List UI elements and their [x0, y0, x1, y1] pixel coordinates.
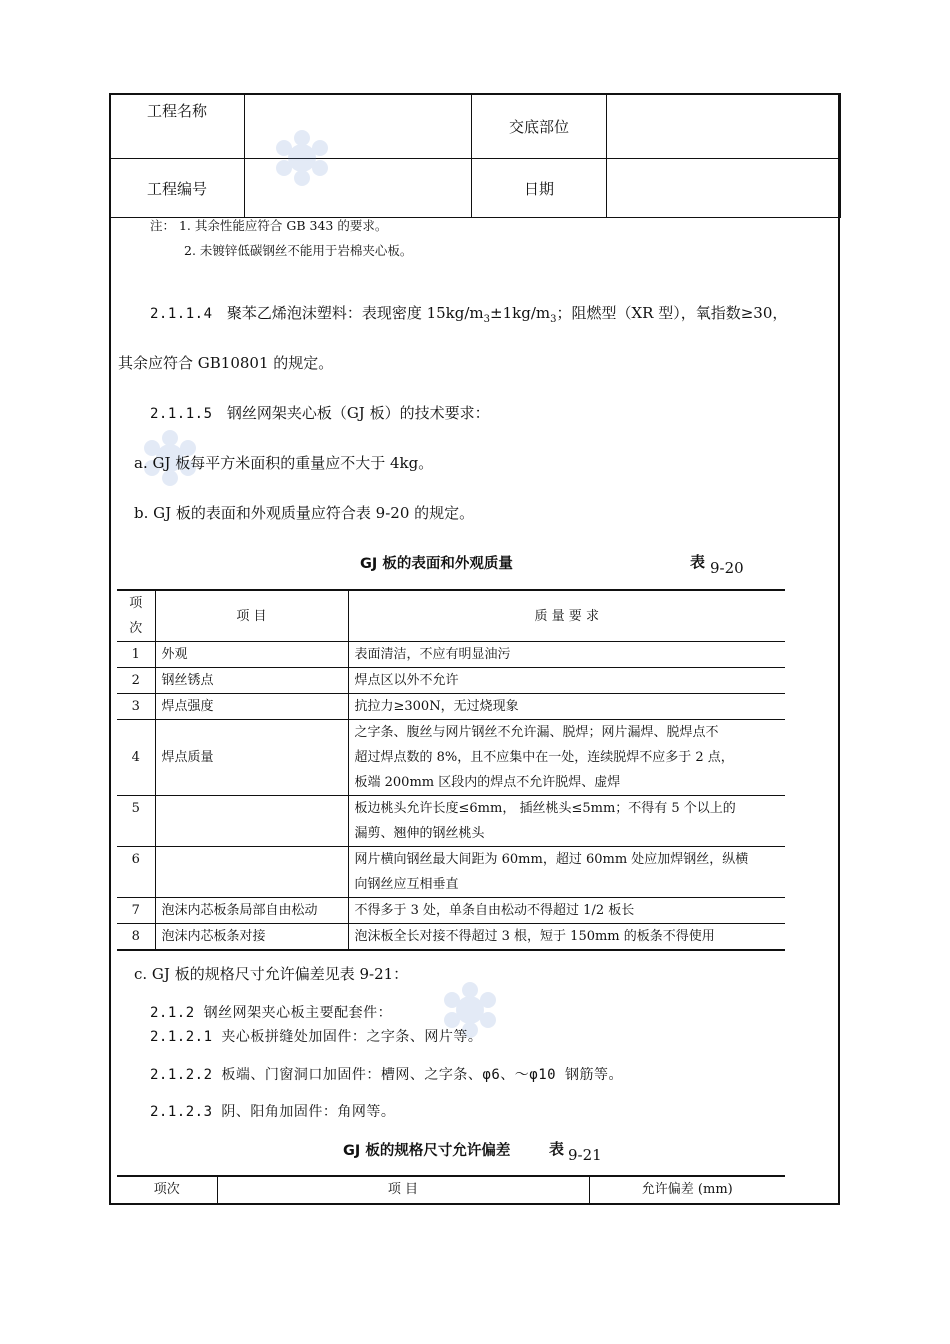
section-2115	[150, 402, 490, 423]
row-item: 钢丝锈点	[155, 668, 348, 694]
subscript: 3	[550, 314, 557, 325]
row-item	[155, 796, 348, 847]
section-2122: 2.1.2.2 板端、门窗洞口加固件：槽网、之字条、φ6、～φ10 钢筋等。	[150, 1067, 624, 1083]
requirement-line: 之字条、腹丝与网片钢丝不允许漏、脱焊；网片漏焊、脱焊点不	[354, 725, 719, 740]
row-no: 4	[117, 720, 155, 796]
table-row	[117, 720, 785, 796]
row-requirement: 不得多于 3 处，单条自由松动不得超过 1/2 板长	[348, 898, 785, 924]
section-text: 聚苯乙烯泡沫塑料：表现密度 15kg/m	[226, 304, 484, 322]
table2-label: 表	[549, 1140, 565, 1158]
row-no: 6	[117, 847, 155, 898]
table1-number: 9-20	[710, 559, 744, 577]
table-header: 质 量 要 求	[348, 590, 785, 642]
row-requirement: 表面清洁，不应有明显油污	[348, 642, 785, 668]
note-1: 注： 1. 其余性能应符合 GB 343 的要求。	[150, 218, 388, 233]
row-no: 3	[117, 694, 155, 720]
header-table	[109, 93, 840, 218]
requirement-line: 板边桃头允许长度≤6mm， 插丝桃头≤5mm；不得有 5 个以上的	[354, 801, 736, 816]
row-no: 2	[117, 668, 155, 694]
row-item: 泡沫内芯板条对接	[155, 924, 348, 951]
subscript: 3	[483, 314, 491, 325]
table-header: 允许偏差 (mm)	[589, 1176, 785, 1204]
row-requirement: 抗拉力≥300N，无过烧现象	[348, 694, 785, 720]
project-name-label: 工程名称	[110, 94, 245, 159]
requirement-line: 漏剪、翘伸的钢丝桃头	[354, 826, 485, 841]
row-item	[155, 847, 348, 898]
table2-number: 9-21	[568, 1146, 602, 1164]
row-item: 焊点质量	[155, 720, 348, 796]
table-row	[117, 847, 785, 898]
row-requirement	[348, 720, 785, 796]
section-number: 2.1.1.4	[150, 306, 213, 322]
section-text: ±1kg/m	[490, 304, 551, 322]
note-2: 2. 未镀锌低碳钢丝不能用于岩棉夹心板。	[184, 243, 413, 258]
table-header: 项次	[117, 1176, 217, 1204]
table1-label: 表	[690, 553, 706, 571]
row-no: 5	[117, 796, 155, 847]
section-text: ；阻燃型（XR 型），氧指数≥30，	[556, 304, 788, 322]
location-label: 交底部位	[472, 94, 607, 159]
date-label: 日期	[472, 159, 607, 218]
date-value[interactable]	[607, 159, 841, 218]
row-item: 外观	[155, 642, 348, 668]
table-header: 项次	[117, 590, 155, 642]
table-row	[117, 668, 785, 694]
table-row	[117, 642, 785, 668]
item-c: c. GJ 板的规格尺寸允许偏差见表 9-21：	[134, 965, 409, 983]
table2-caption: GJ 板的规格尺寸允许偏差	[343, 1143, 511, 1159]
project-no-label: 工程编号	[110, 159, 245, 218]
table-header: 项 目	[155, 590, 348, 642]
section-text: 钢丝网架夹心板（GJ 板）的技术要求：	[226, 404, 490, 422]
item-a: a. GJ 板每平方米面积的重量应不大于 4kg。	[134, 454, 434, 472]
row-item: 焊点强度	[155, 694, 348, 720]
requirement-line: 网片横向钢丝最大间距为 60mm，超过 60mm 处应加焊钢丝，纵横	[354, 852, 749, 867]
row-item: 泡沫内芯板条局部自由松动	[155, 898, 348, 924]
row-no: 8	[117, 924, 155, 951]
row-no: 1	[117, 642, 155, 668]
row-requirement: 泡沫板全长对接不得超过 3 根，短于 150mm 的板条不得使用	[348, 924, 785, 951]
table-row	[117, 924, 785, 951]
section-2114-continued: 其余应符合 GB10801 的规定。	[118, 354, 334, 372]
table-row	[117, 898, 785, 924]
section-2121: 2.1.2.1 夹心板拼缝处加固件：之字条、网片等。	[150, 1029, 483, 1045]
requirement-line: 向钢丝应互相垂直	[354, 877, 459, 892]
section-2123: 2.1.2.3 阴、阳角加固件：角网等。	[150, 1104, 396, 1120]
tolerance-table	[117, 1175, 785, 1205]
section-2114	[150, 302, 787, 325]
table-row	[117, 796, 785, 847]
row-requirement	[348, 796, 785, 847]
table-row	[117, 694, 785, 720]
requirement-line: 超过焊点数的 8%，且不应集中在一处，连续脱焊不应多于 2 点，	[354, 750, 734, 765]
snowflake-watermark-icon	[272, 128, 332, 188]
table-header: 项 目	[217, 1176, 589, 1204]
row-requirement: 焊点区以外不允许	[348, 668, 785, 694]
row-no: 7	[117, 898, 155, 924]
item-b: b. GJ 板的表面和外观质量应符合表 9-20 的规定。	[134, 504, 475, 522]
row-requirement	[348, 847, 785, 898]
table1-caption: GJ 板的表面和外观质量	[360, 556, 513, 572]
section-212: 2.1.2 钢丝网架夹心板主要配套件：	[150, 1005, 393, 1021]
section-number: 2.1.1.5	[150, 406, 213, 422]
quality-table	[117, 589, 785, 951]
requirement-line: 板端 200mm 区段内的焊点不允许脱焊、虚焊	[354, 775, 621, 790]
location-value[interactable]	[607, 94, 841, 159]
